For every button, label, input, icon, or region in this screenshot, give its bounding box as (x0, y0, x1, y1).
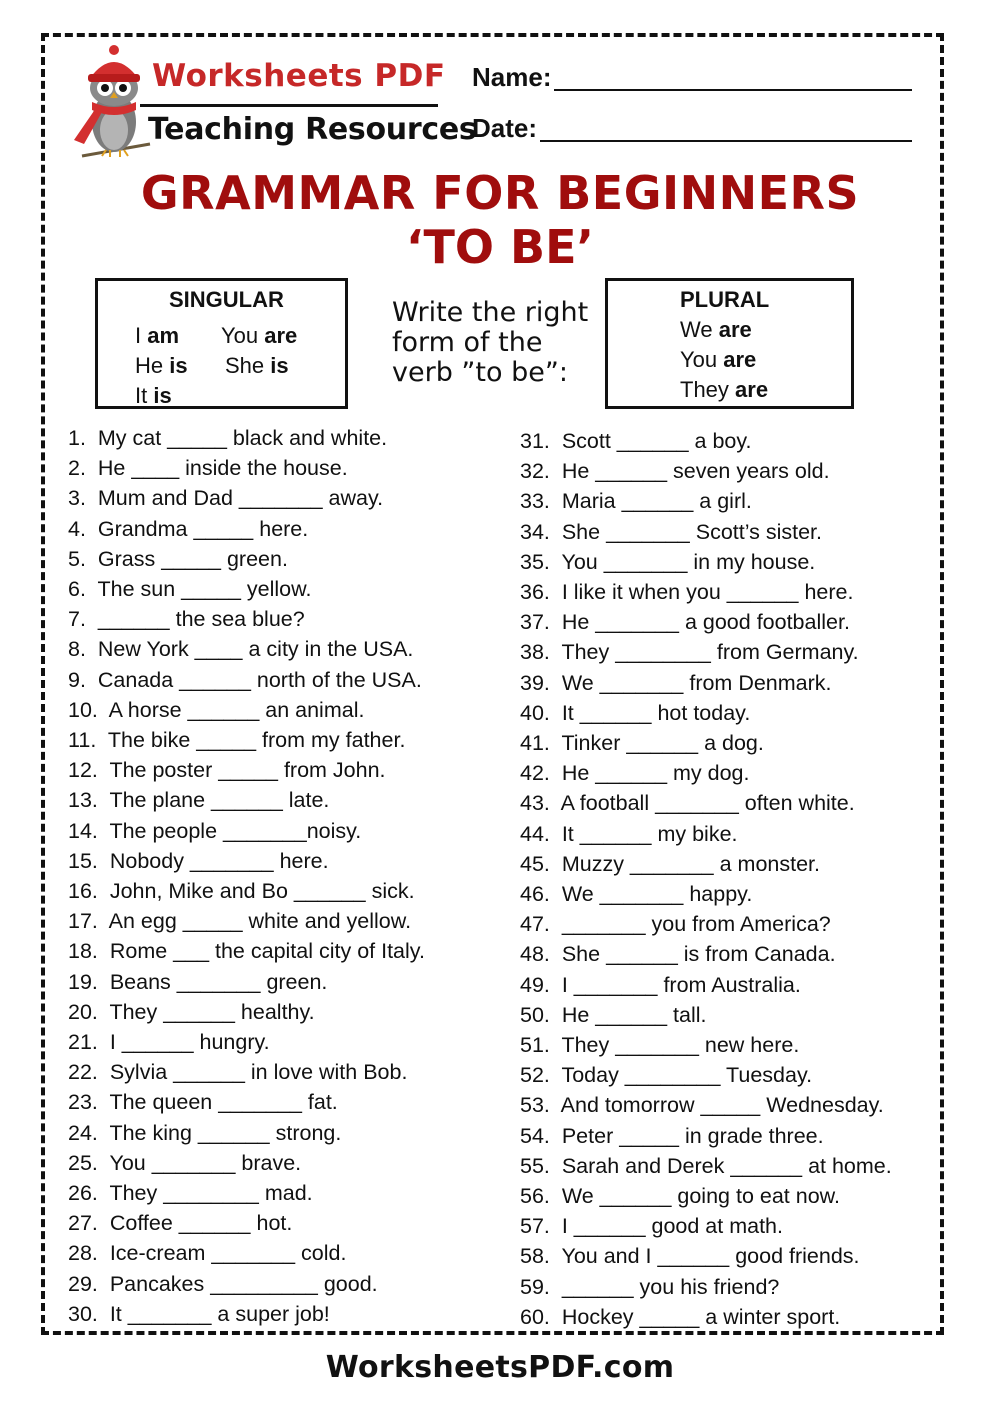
question-item[interactable]: 12. The poster _____ from John. (68, 758, 386, 783)
question-item[interactable]: 45. Muzzy _______ a monster. (520, 851, 820, 876)
instruction-text: Write the right form of the verb ”to be”: (392, 297, 589, 388)
question-item[interactable]: 8. New York ____ a city in the USA. (68, 637, 414, 662)
question-item[interactable]: 30. It _______ a super job! (68, 1301, 330, 1326)
question-item[interactable]: 55. Sarah and Derek ______ at home. (520, 1153, 892, 1178)
brand-subtitle: Teaching Resources (148, 112, 477, 147)
question-item[interactable]: 52. Today ________ Tuesday. (520, 1063, 813, 1088)
question-item[interactable]: 38. They ________ from Germany. (520, 640, 859, 665)
question-item[interactable]: 2. He ____ inside the house. (68, 456, 348, 481)
page-title: GRAMMAR FOR BEGINNERS (140, 166, 860, 220)
question-item[interactable]: 37. He _______ a good footballer. (520, 610, 850, 635)
question-item[interactable]: 9. Canada ______ north of the USA. (68, 667, 422, 692)
question-item[interactable]: 53. And tomorrow _____ Wednesday. (520, 1093, 884, 1118)
page-subtitle: ‘TO BE’ (406, 220, 594, 274)
question-item[interactable]: 56. We ______ going to eat now. (520, 1184, 840, 1208)
plural-heading: PLURAL (680, 287, 770, 312)
question-item[interactable]: 15. Nobody _______ here. (68, 848, 329, 873)
question-item[interactable]: 14. The people _______noisy. (68, 818, 362, 843)
name-field[interactable] (472, 62, 551, 93)
question-item[interactable]: 25. You _______ brave. (68, 1150, 302, 1175)
name-line (554, 89, 912, 91)
date-field[interactable] (472, 113, 537, 144)
question-item[interactable]: 7. ______ the sea blue? (68, 607, 305, 632)
footer-url: WorksheetsPDF.com (325, 1350, 675, 1385)
question-item[interactable]: 51. They _______ new here. (520, 1033, 800, 1057)
question-item[interactable]: 18. Rome ___ the capital city of Italy. (68, 939, 425, 964)
singular-row: You are (221, 323, 298, 348)
question-item[interactable]: 60. Hockey _____ a winter sport. (520, 1304, 841, 1329)
question-item[interactable]: 50. He ______ tall. (520, 1002, 707, 1027)
question-item[interactable]: 26. They ________ mad. (68, 1181, 313, 1205)
question-item[interactable]: 20. They ______ healthy. (68, 999, 315, 1024)
question-item[interactable]: 35. You _______ in my house. (520, 549, 816, 574)
question-item[interactable]: 24. The king ______ strong. (68, 1120, 342, 1145)
question-item[interactable]: 1. My cat _____ black and white. (68, 426, 388, 450)
question-item[interactable]: 43. A football _______ often white. (520, 791, 855, 816)
question-item[interactable]: 31. Scott ______ a boy. (520, 429, 752, 453)
date-label: Date: (472, 113, 538, 143)
question-item[interactable]: 49. I _______ from Australia. (520, 972, 801, 997)
singular-row: I am (135, 323, 180, 348)
singular-row: She is (225, 353, 289, 378)
question-item[interactable]: 29. Pancakes _________ good. (68, 1271, 378, 1296)
question-item[interactable]: 41. Tinker ______ a dog. (520, 731, 764, 755)
question-item[interactable]: 23. The queen _______ fat. (68, 1090, 338, 1115)
question-item[interactable]: 40. It ______ hot today. (520, 700, 751, 725)
question-item[interactable]: 57. I ______ good at math. (520, 1214, 783, 1239)
question-item[interactable]: 54. Peter _____ in grade three. (520, 1123, 824, 1148)
question-item[interactable]: 17. An egg _____ white and yellow. (68, 909, 412, 934)
question-item[interactable]: 22. Sylvia ______ in love with Bob. (68, 1060, 408, 1085)
question-item[interactable]: 36. I like it when you ______ here. (520, 580, 854, 604)
brand-name: Worksheets PDF (152, 58, 446, 94)
question-item[interactable]: 42. He ______ my dog. (520, 761, 750, 786)
question-item[interactable]: 44. It ______ my bike. (520, 821, 738, 846)
question-item[interactable]: 58. You and I ______ good friends. (520, 1244, 860, 1269)
singular-row: He is (135, 353, 188, 378)
question-item[interactable]: 4. Grandma _____ here. (68, 516, 309, 541)
question-item[interactable]: 5. Grass _____ green. (68, 546, 288, 571)
question-item[interactable]: 21. I ______ hungry. (68, 1030, 270, 1054)
name-label: Name: (472, 62, 552, 92)
question-item[interactable]: 27. Coffee ______ hot. (68, 1211, 293, 1236)
question-item[interactable]: 3. Mum and Dad _______ away. (68, 486, 384, 511)
question-item[interactable]: 10. A horse ______ an animal. (68, 697, 365, 722)
question-item[interactable]: 19. Beans _______ green. (68, 969, 328, 994)
question-item[interactable]: 48. She ______ is from Canada. (520, 942, 836, 967)
singular-box (95, 278, 348, 409)
question-item[interactable]: 33. Maria ______ a girl. (520, 489, 752, 514)
question-item[interactable]: 28. Ice-cream _______ cold. (68, 1241, 347, 1266)
question-item[interactable]: 11. The bike _____ from my father. (68, 728, 406, 752)
plural-row: We are (680, 317, 752, 342)
question-item[interactable]: 59. ______ you his friend? (520, 1274, 780, 1299)
question-item[interactable]: 16. John, Mike and Bo ______ sick. (68, 879, 415, 903)
question-item[interactable]: 46. We _______ happy. (520, 882, 753, 906)
question-item[interactable]: 13. The plane ______ late. (68, 788, 330, 813)
question-item[interactable]: 32. He ______ seven years old. (520, 459, 830, 484)
plural-row: They are (680, 377, 769, 402)
singular-heading: SINGULAR (169, 287, 284, 312)
question-item[interactable]: 6. The sun _____ yellow. (68, 577, 312, 601)
owl-mascot-icon (62, 44, 154, 172)
question-item[interactable]: 47. _______ you from America? (520, 912, 831, 937)
plural-box (605, 278, 854, 409)
date-line (540, 140, 912, 142)
brand-divider (140, 104, 438, 107)
plural-row: You are (680, 347, 757, 372)
singular-row: It is (135, 383, 172, 408)
question-item[interactable]: 39. We _______ from Denmark. (520, 670, 832, 695)
question-item[interactable]: 34. She _______ Scott’s sister. (520, 519, 822, 544)
